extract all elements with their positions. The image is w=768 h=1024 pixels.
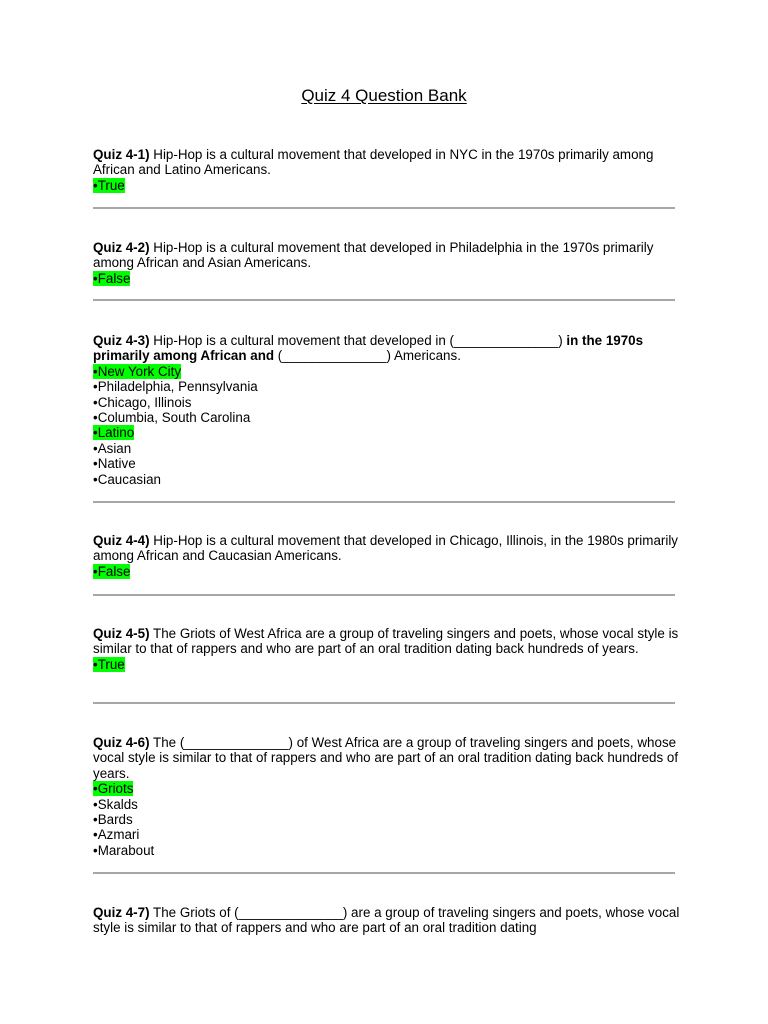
answer-option [93,441,683,456]
correct-answer-option [93,657,683,672]
answer-option [93,812,683,827]
question-4-1 [93,147,683,193]
answer-option-text: •Philadelphia, Pennsylvania [93,379,258,395]
answer-option-text: •Bards [93,812,133,828]
question-4-7 [93,905,683,936]
answer-options [93,781,683,858]
correct-answer-option [93,781,683,796]
answer-option [93,379,683,394]
answer-option-text: •Chicago, Illinois [93,394,192,410]
question-text: Hip-Hop is a cultural movement that developed in Philadelphia in the 1970s primarily among African and Asian Americans. [93,240,654,271]
answer-option-text: •Griots [93,781,134,797]
question-4-6 [93,735,683,858]
correct-answer-option [93,564,683,579]
question-text-bold: in the 1970s primarily among African and [93,333,644,364]
divider [93,207,675,209]
answer-option-text: •Skalds [93,796,138,812]
question-label: Quiz 4-1) [93,147,150,162]
question-label: Quiz 4-5) [93,626,150,641]
answer-option [93,456,683,471]
answer-options [93,178,683,193]
question-text: Hip-Hop is a cultural movement that developed in Chicago, Illinois, in the 1980s primarily among African and Caucasian Americans. [93,533,678,564]
question-label: Quiz 4-3) [93,333,150,348]
answer-option [93,395,683,410]
answer-option-text: •Caucasian [93,471,161,487]
answer-option-text: •True [93,656,125,672]
question-text: Hip-Hop is a cultural movement that developed in NYC in the 1970s primarily among African and Latino Americans. [93,147,654,178]
answer-option-text: •Marabout [93,842,155,858]
question-4-3 [93,333,683,487]
correct-answer-option [93,178,683,193]
answer-option-text: •Columbia, South Carolina [93,410,251,426]
answer-option [93,843,683,858]
question-text: The Griots of West Africa are a group of traveling singers and poets, whose vocal style is similar to that of rappers and who are part of an oral tradition dating back hundreds of years. [93,626,679,657]
answer-option-text: •Latino [93,425,135,441]
answer-options [93,364,683,487]
correct-answer-option [93,271,683,286]
answer-options [93,657,683,672]
question-4-5 [93,626,683,672]
answer-option [93,797,683,812]
answer-option-text: •False [93,563,131,579]
question-label: Quiz 4-4) [93,533,150,548]
divider [93,702,675,704]
answer-option-text: •Azmari [93,827,140,843]
divider [93,872,675,874]
answer-option-text: •Native [93,456,136,472]
answer-option [93,410,683,425]
correct-answer-option [93,364,683,379]
page-title: Quiz 4 Question Bank [301,86,467,105]
answer-option-text: •Asian [93,440,132,456]
question-4-4 [93,533,683,579]
divider [93,501,675,503]
answer-options [93,271,683,286]
divider [93,299,675,301]
answer-option-text: •False [93,270,131,286]
divider [93,594,675,596]
answer-options [93,564,683,579]
answer-option [93,472,683,487]
question-label: Quiz 4-6) [93,735,150,750]
answer-option-text: •True [93,177,125,193]
question-text: (______________) Americans. [274,348,461,364]
question-text: The (______________) of West Africa are a group of traveling singers and poets, whose vocal style is similar to that of rappers and who are part of an oral tradition dating back hundreds of years. [93,735,679,781]
answer-option [93,827,683,842]
question-label: Quiz 4-7) [93,905,150,920]
question-text: The Griots of (______________) are a group of traveling singers and poets, whose vocal style is similar to that of rappers and who are part of an oral tradition dating [93,905,680,936]
question-4-2 [93,240,683,286]
answer-option-text: •New York City [93,363,182,379]
question-label: Quiz 4-2) [93,240,150,255]
correct-answer-option [93,425,683,440]
question-text: Hip-Hop is a cultural movement that developed in (______________) [149,333,563,348]
